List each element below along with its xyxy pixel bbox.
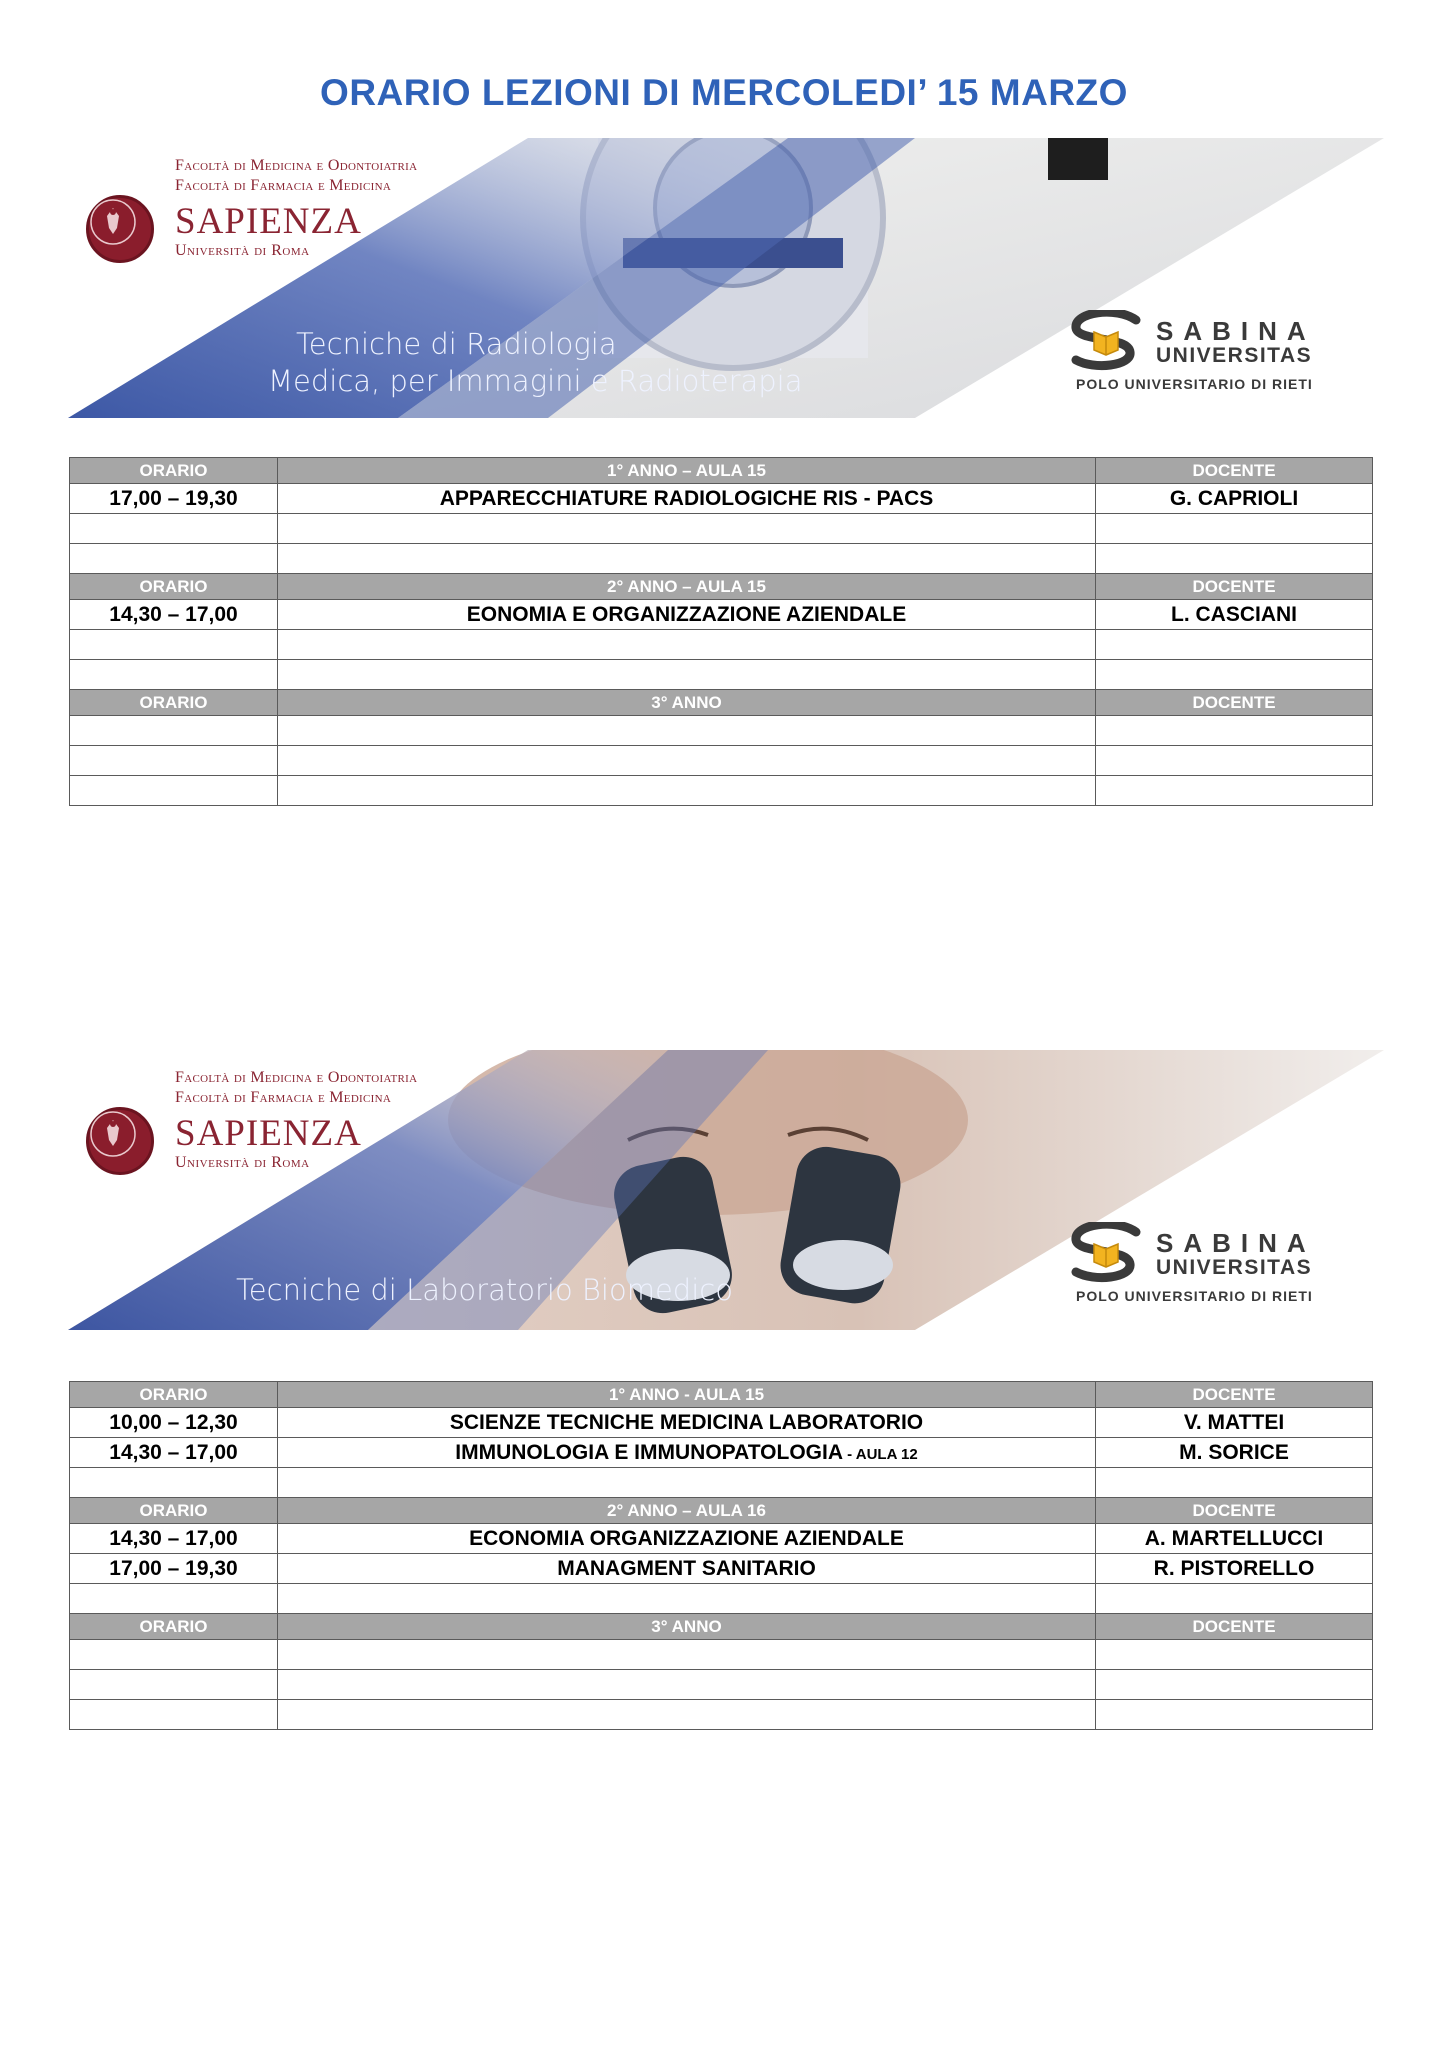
table-row (70, 600, 1373, 630)
cell-subject: ECONOMIA ORGANIZZAZIONE AZIENDALE (278, 1524, 1096, 1554)
header-docente: DOCENTE (1096, 574, 1373, 600)
cell-docente: V. MATTEI (1096, 1408, 1373, 1438)
course-title (268, 326, 803, 400)
table-row (70, 1438, 1373, 1468)
table-header-row (70, 1382, 1373, 1408)
seal-emblem-icon (89, 1110, 137, 1158)
faculty-lines (175, 156, 417, 196)
table-row (70, 1524, 1373, 1554)
cell-subject: SCIENZE TECNICHE MEDICINA LABORATORIO (278, 1408, 1096, 1438)
sabina-mid-text: UNIVERSITAS (1156, 344, 1313, 367)
cell-orario: 17,00 – 19,30 (70, 1554, 278, 1584)
cell-subject: MANAGMENT SANITARIO (278, 1554, 1096, 1584)
table-row-empty (70, 776, 1373, 806)
sabina-universitas-logo (1066, 1222, 1366, 1322)
table-row-empty (70, 746, 1373, 776)
table-row (70, 1408, 1373, 1438)
course-title-line-1: Tecniche di Laboratorio Biomedico (236, 1273, 733, 1307)
cell-docente: M. SORICE (1096, 1438, 1373, 1468)
header-orario: ORARIO (70, 1382, 278, 1408)
header-year: 1° ANNO - AULA 15 (278, 1382, 1096, 1408)
header-year: 2° ANNO – AULA 15 (278, 574, 1096, 600)
university-sub: Università di Roma (175, 1154, 310, 1171)
faculty-lines (175, 1068, 417, 1108)
header-orario: ORARIO (70, 1498, 278, 1524)
page-title: ORARIO LEZIONI DI MERCOLEDI’ 15 MARZO (320, 72, 1128, 113)
sabina-universitas-logo (1066, 310, 1366, 410)
table-row-empty (70, 1584, 1373, 1614)
cell-orario: 14,30 – 17,00 (70, 1524, 278, 1554)
course-title-line-2: Medica, per Immagini e Radioterapia (268, 364, 803, 398)
university-sub: Università di Roma (175, 242, 310, 259)
faculty-line-2: Facoltà di Farmacia e Medicina (175, 1089, 392, 1106)
cell-orario: 14,30 – 17,00 (70, 1438, 278, 1468)
seal-emblem-icon (89, 198, 137, 246)
header-docente: DOCENTE (1096, 690, 1373, 716)
sabina-top-text: SABINA (1156, 316, 1316, 346)
header-year: 1° ANNO – AULA 15 (278, 458, 1096, 484)
table-row-empty (70, 1468, 1373, 1498)
faculty-line-1: Facoltà di Medicina e Odontoiatria (175, 1069, 418, 1086)
table-row-empty (70, 544, 1373, 574)
schedule-table-laboratorio (69, 1381, 1373, 1730)
sabina-s-book-icon (1066, 310, 1146, 372)
sabina-bottom-text: POLO UNIVERSITARIO DI RIETI (1076, 1288, 1313, 1304)
course-title (236, 1272, 733, 1309)
table-row (70, 1554, 1373, 1584)
table-row-empty (70, 630, 1373, 660)
table-row-empty (70, 716, 1373, 746)
cell-docente: R. PISTORELLO (1096, 1554, 1373, 1584)
table-row-empty (70, 1700, 1373, 1730)
header-docente: DOCENTE (1096, 458, 1373, 484)
header-orario: ORARIO (70, 1614, 278, 1640)
banner-laboratorio (68, 1050, 1384, 1330)
header-docente: DOCENTE (1096, 1498, 1373, 1524)
subject-text: IMMUNOLOGIA E IMMUNOPATOLOGIA (455, 1440, 843, 1464)
table-header-row (70, 458, 1373, 484)
header-year: 3° ANNO (278, 690, 1096, 716)
header-docente: DOCENTE (1096, 1382, 1373, 1408)
table-row-empty (70, 660, 1373, 690)
sabina-s-book-icon (1066, 1222, 1146, 1284)
cell-orario: 17,00 – 19,30 (70, 484, 278, 514)
table-header-row (70, 690, 1373, 716)
faculty-line-2: Facoltà di Farmacia e Medicina (175, 177, 392, 194)
table-row-empty (70, 1670, 1373, 1700)
cell-orario: 14,30 – 17,00 (70, 600, 278, 630)
table-row-empty (70, 1640, 1373, 1670)
table-header-row (70, 1614, 1373, 1640)
sabina-bottom-text: POLO UNIVERSITARIO DI RIETI (1076, 376, 1313, 392)
sabina-mid-text: UNIVERSITAS (1156, 1256, 1313, 1279)
course-title-line-1: Tecniche di Radiologia (296, 327, 617, 361)
subject-room-note: - AULA 12 (842, 1445, 918, 1463)
table-header-row (70, 1498, 1373, 1524)
sabina-top-text: SABINA (1156, 1228, 1316, 1258)
banner-radiologia (68, 138, 1384, 418)
header-orario: ORARIO (70, 574, 278, 600)
cell-subject (278, 1438, 1096, 1468)
faculty-line-1: Facoltà di Medicina e Odontoiatria (175, 157, 418, 174)
header-orario: ORARIO (70, 690, 278, 716)
header-year: 2° ANNO – AULA 16 (278, 1498, 1096, 1524)
cell-docente: L. CASCIANI (1096, 600, 1373, 630)
table-row (70, 484, 1373, 514)
university-name: SAPIENZA (175, 1113, 362, 1154)
header-year: 3° ANNO (278, 1614, 1096, 1640)
cell-subject: EONOMIA E ORGANIZZAZIONE AZIENDALE (278, 600, 1096, 630)
cell-subject: APPARECCHIATURE RADIOLOGICHE RIS - PACS (278, 484, 1096, 514)
header-orario: ORARIO (70, 458, 278, 484)
cell-docente: A. MARTELLUCCI (1096, 1524, 1373, 1554)
sapienza-seal-logo (86, 1107, 154, 1175)
cell-docente: G. CAPRIOLI (1096, 484, 1373, 514)
table-row-empty (70, 514, 1373, 544)
sapienza-seal-logo (86, 195, 154, 263)
cell-orario: 10,00 – 12,30 (70, 1408, 278, 1438)
table-header-row (70, 574, 1373, 600)
header-docente: DOCENTE (1096, 1614, 1373, 1640)
schedule-table-radiologia (69, 457, 1373, 806)
university-name: SAPIENZA (175, 201, 362, 242)
